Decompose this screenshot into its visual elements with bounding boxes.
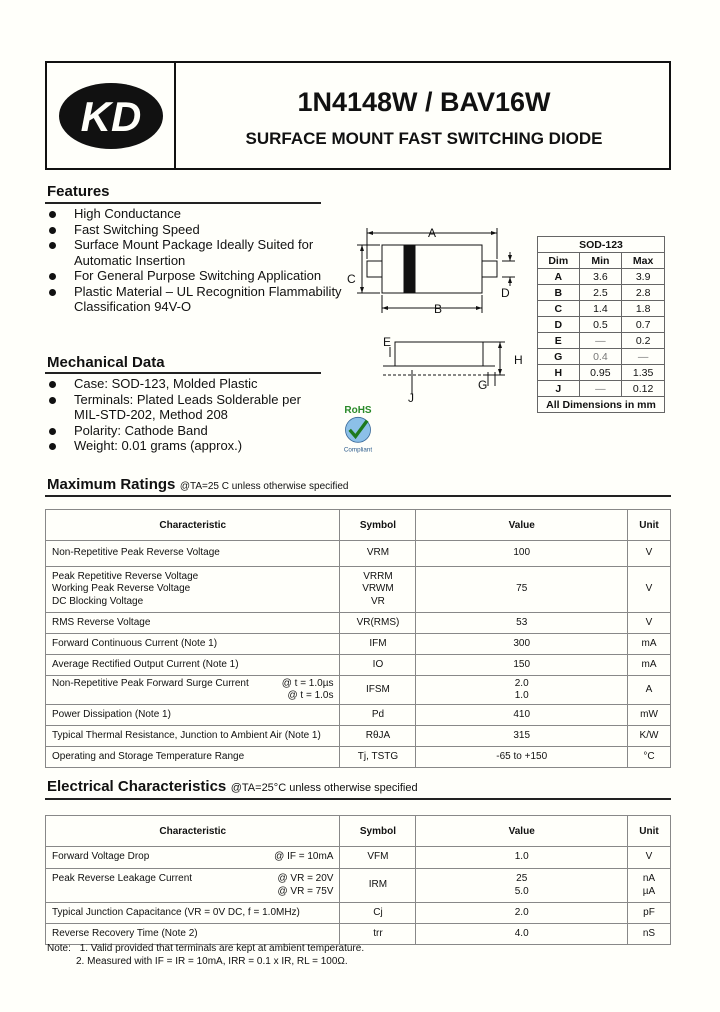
characteristic-text: RMS Reverse Voltage bbox=[52, 616, 151, 628]
elec-rule bbox=[45, 798, 671, 800]
dim-row bbox=[538, 381, 665, 397]
rohs-label: RoHS bbox=[344, 405, 372, 417]
value-cell: 75 bbox=[416, 567, 628, 613]
dim-min: 0.95 bbox=[579, 365, 622, 381]
notes-label: Note: bbox=[47, 943, 71, 954]
symbol-cell: VRM bbox=[340, 541, 416, 567]
mechanical-item: Polarity: Cathode Band bbox=[47, 423, 347, 439]
dim-min: — bbox=[579, 333, 622, 349]
dim-max: 0.12 bbox=[622, 381, 665, 397]
col-header: Characteristic bbox=[46, 816, 340, 847]
dim-min: 2.5 bbox=[579, 285, 622, 301]
unit-cell: V bbox=[628, 613, 671, 634]
dim-row bbox=[538, 301, 665, 317]
value-cell: 150 bbox=[416, 655, 628, 676]
condition-text: @ VR = 20V @ VR = 75V bbox=[277, 873, 334, 897]
table-row bbox=[46, 613, 671, 634]
dimensions-table bbox=[537, 236, 665, 413]
dim-row bbox=[538, 333, 665, 349]
dim-label-d: D bbox=[501, 286, 510, 300]
characteristic-cell bbox=[46, 924, 340, 945]
dim-name: J bbox=[538, 381, 580, 397]
symbol-cell: VRRM VRWM VR bbox=[340, 567, 416, 613]
dim-table-title: SOD-123 bbox=[538, 237, 665, 253]
rohs-sub: Compliant bbox=[343, 446, 373, 454]
dim-min: — bbox=[579, 381, 622, 397]
notes bbox=[47, 943, 647, 968]
features-item: High Conductance bbox=[47, 206, 347, 222]
dim-table-footer: All Dimensions in mm bbox=[538, 397, 665, 413]
characteristic-text: Peak Reverse Leakage Current bbox=[52, 873, 193, 884]
characteristic-cell bbox=[46, 869, 340, 903]
mechanical-rule bbox=[45, 372, 321, 374]
col-header: Symbol bbox=[340, 816, 416, 847]
note-1: 1. Valid provided that terminals are kept at ambient temperature. bbox=[79, 943, 365, 954]
characteristic-text: Reverse Recovery Time (Note 2) bbox=[52, 927, 198, 939]
unit-cell: V bbox=[628, 847, 671, 869]
dim-min: 3.6 bbox=[579, 269, 622, 285]
part-numbers: 1N4148W / BAV16W bbox=[297, 87, 551, 117]
header-box bbox=[45, 61, 671, 170]
table-row bbox=[46, 655, 671, 676]
dim-label-e: E bbox=[383, 335, 392, 349]
value-cell: 410 bbox=[416, 705, 628, 726]
dim-row bbox=[538, 317, 665, 333]
features-rule bbox=[45, 202, 321, 204]
table-row bbox=[46, 705, 671, 726]
note-2: 2. Measured with IF = IR = 10mA, IRR = 0.1 x IR, RL = 100Ω. bbox=[76, 955, 348, 967]
table-row bbox=[46, 676, 671, 705]
unit-cell: mA bbox=[628, 655, 671, 676]
max-ratings-condition: @TA=25 C unless otherwise specified bbox=[179, 481, 349, 492]
characteristic-text: Average Rectified Output Current (Note 1) bbox=[52, 658, 239, 670]
col-header: Unit bbox=[628, 816, 671, 847]
dim-row bbox=[538, 285, 665, 301]
characteristic-text: Operating and Storage Temperature Range bbox=[52, 750, 245, 762]
dim-label-h: H bbox=[514, 353, 523, 367]
characteristic-text: Non-Repetitive Peak Forward Surge Current bbox=[52, 677, 249, 689]
dim-max: 1.8 bbox=[622, 301, 665, 317]
table-row bbox=[46, 747, 671, 768]
value-cell: 315 bbox=[416, 726, 628, 747]
characteristic-cell bbox=[46, 747, 340, 768]
value-cell: 2.0 1.0 bbox=[416, 676, 628, 705]
characteristic-cell bbox=[46, 655, 340, 676]
features-title: Features bbox=[47, 183, 110, 200]
table-row bbox=[46, 567, 671, 613]
dim-max: 1.35 bbox=[622, 365, 665, 381]
unit-cell: nA µA bbox=[628, 869, 671, 903]
elec-condition: @TA=25°C unless otherwise specified bbox=[230, 782, 418, 794]
dim-name: C bbox=[538, 301, 580, 317]
rohs-badge bbox=[334, 404, 382, 454]
value-cell: 25 5.0 bbox=[416, 869, 628, 903]
dim-col-header: Max bbox=[622, 253, 665, 269]
table-row bbox=[46, 541, 671, 567]
characteristic-cell bbox=[46, 903, 340, 924]
package-diagram bbox=[340, 222, 530, 404]
unit-cell: mW bbox=[628, 705, 671, 726]
table-row bbox=[46, 903, 671, 924]
symbol-cell: RθJA bbox=[340, 726, 416, 747]
value-cell: 300 bbox=[416, 634, 628, 655]
table-row bbox=[46, 726, 671, 747]
value-cell: 1.0 bbox=[416, 847, 628, 869]
logo-text: KD bbox=[80, 93, 142, 140]
unit-cell: pF bbox=[628, 903, 671, 924]
characteristic-cell bbox=[46, 541, 340, 567]
symbol-cell: IRM bbox=[340, 869, 416, 903]
max-ratings-rule bbox=[45, 495, 671, 497]
characteristic-cell bbox=[46, 567, 340, 613]
max-ratings-heading bbox=[47, 476, 348, 494]
mechanical-list bbox=[47, 376, 347, 454]
characteristic-text: Peak Repetitive Reverse Voltage Working Peak Reverse Voltage DC Blocking Voltage bbox=[52, 570, 199, 607]
characteristic-cell bbox=[46, 676, 340, 705]
table-row bbox=[46, 869, 671, 903]
dim-min: 0.5 bbox=[579, 317, 622, 333]
dim-min: 1.4 bbox=[579, 301, 622, 317]
table-row bbox=[46, 847, 671, 869]
characteristic-cell bbox=[46, 726, 340, 747]
elec-table bbox=[45, 815, 671, 945]
dim-max: 2.8 bbox=[622, 285, 665, 301]
mechanical-item: Terminals: Plated Leads Solderable per MIL-STD-202, Method 208 bbox=[47, 392, 347, 423]
symbol-cell: VR(RMS) bbox=[340, 613, 416, 634]
dim-label-b: B bbox=[433, 302, 443, 316]
symbol-cell: IO bbox=[340, 655, 416, 676]
elec-heading bbox=[47, 778, 418, 796]
characteristic-text: Typical Thermal Resistance, Junction to Ambient Air (Note 1) bbox=[52, 729, 321, 741]
symbol-cell: Cj bbox=[340, 903, 416, 924]
unit-cell: V bbox=[628, 567, 671, 613]
features-item: Plastic Material – UL Recognition Flammability Classification 94V-O bbox=[47, 284, 347, 315]
dim-label-j: J bbox=[408, 391, 414, 404]
symbol-cell: Pd bbox=[340, 705, 416, 726]
value-cell: 53 bbox=[416, 613, 628, 634]
symbol-cell: VFM bbox=[340, 847, 416, 869]
col-header: Value bbox=[416, 816, 628, 847]
col-header: Unit bbox=[628, 510, 671, 541]
features-list bbox=[47, 206, 347, 315]
dim-max: — bbox=[622, 349, 665, 365]
dim-col-header: Dim bbox=[538, 253, 580, 269]
dim-col-header: Min bbox=[579, 253, 622, 269]
elec-title: Electrical Characteristics bbox=[47, 778, 227, 795]
symbol-cell: IFM bbox=[340, 634, 416, 655]
condition-text: @ t = 1.0µs @ t = 1.0s bbox=[281, 677, 334, 701]
characteristic-cell bbox=[46, 847, 340, 869]
characteristic-text: Power Dissipation (Note 1) bbox=[52, 708, 171, 720]
dim-name: G bbox=[538, 349, 580, 365]
characteristic-text: Non-Repetitive Peak Reverse Voltage bbox=[52, 547, 220, 559]
mechanical-item: Weight: 0.01 grams (approx.) bbox=[47, 438, 347, 454]
symbol-cell: Tj, TSTG bbox=[340, 747, 416, 768]
symbol-cell: IFSM bbox=[340, 676, 416, 705]
dim-min: 0.4 bbox=[579, 349, 622, 365]
subtitle: SURFACE MOUNT FAST SWITCHING DIODE bbox=[245, 129, 603, 148]
header-divider bbox=[174, 63, 176, 168]
dim-row bbox=[538, 349, 665, 365]
col-header: Characteristic bbox=[46, 510, 340, 541]
dim-row bbox=[538, 365, 665, 381]
kd-logo bbox=[57, 81, 165, 151]
condition-text: @ IF = 10mA bbox=[274, 851, 334, 863]
unit-cell: °C bbox=[628, 747, 671, 768]
dim-max: 0.7 bbox=[622, 317, 665, 333]
features-item: Fast Switching Speed bbox=[47, 222, 347, 238]
unit-cell: nS bbox=[628, 924, 671, 945]
max-ratings-table bbox=[45, 509, 671, 768]
characteristic-text: Forward Continuous Current (Note 1) bbox=[52, 637, 218, 649]
value-cell: 4.0 bbox=[416, 924, 628, 945]
dim-label-a: A bbox=[427, 226, 437, 240]
max-ratings-title: Maximum Ratings bbox=[47, 476, 176, 493]
dim-name: H bbox=[538, 365, 580, 381]
table-row bbox=[46, 924, 671, 945]
unit-cell: V bbox=[628, 541, 671, 567]
dim-name: E bbox=[538, 333, 580, 349]
characteristic-cell bbox=[46, 705, 340, 726]
value-cell: -65 to +150 bbox=[416, 747, 628, 768]
dim-label-c: C bbox=[347, 272, 356, 286]
dim-row bbox=[538, 269, 665, 285]
unit-cell: A bbox=[628, 676, 671, 705]
unit-cell: K/W bbox=[628, 726, 671, 747]
features-item: Surface Mount Package Ideally Suited for Automatic Insertion bbox=[47, 237, 347, 268]
characteristic-cell bbox=[46, 634, 340, 655]
dim-label-g: G bbox=[478, 378, 488, 392]
dim-name: D bbox=[538, 317, 580, 333]
characteristic-text: Typical Junction Capacitance (VR = 0V DC, f = 1.0MHz) bbox=[52, 906, 300, 918]
value-cell: 100 bbox=[416, 541, 628, 567]
col-header: Symbol bbox=[340, 510, 416, 541]
dim-name: A bbox=[538, 269, 580, 285]
mechanical-item: Case: SOD-123, Molded Plastic bbox=[47, 376, 347, 392]
dim-max: 0.2 bbox=[622, 333, 665, 349]
mechanical-title: Mechanical Data bbox=[47, 354, 165, 371]
value-cell: 2.0 bbox=[416, 903, 628, 924]
unit-cell: mA bbox=[628, 634, 671, 655]
dim-name: B bbox=[538, 285, 580, 301]
dim-max: 3.9 bbox=[622, 269, 665, 285]
characteristic-text: Forward Voltage Drop bbox=[52, 851, 150, 863]
table-row bbox=[46, 634, 671, 655]
col-header: Value bbox=[416, 510, 628, 541]
characteristic-cell bbox=[46, 613, 340, 634]
symbol-cell: trr bbox=[340, 924, 416, 945]
features-item: For General Purpose Switching Application bbox=[47, 268, 347, 284]
